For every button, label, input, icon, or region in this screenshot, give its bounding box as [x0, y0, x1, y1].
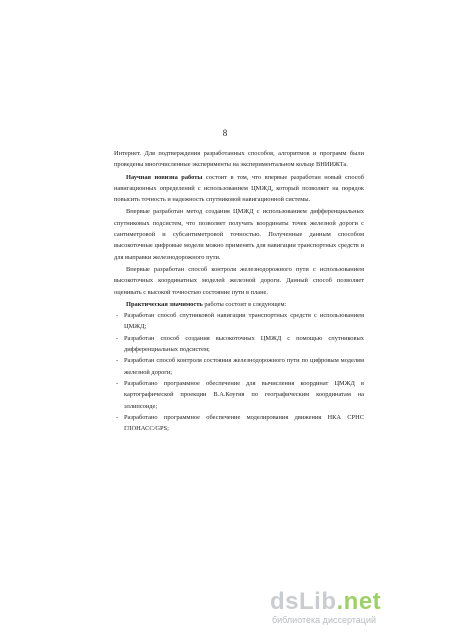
list-item: - Разработано программное обеспечение для вычисления координат ЦМЖД в картографической проекции В.А.Коугия по географическим координатам на эллипсоиде; — [116, 379, 364, 410]
paragraph-practical — [114, 299, 364, 310]
list-item: - Разработан способ спутниковой навигации транспортных средств с использованием ЦМЖД; — [116, 312, 364, 331]
practical-text: работы состоит в следующем: — [202, 300, 287, 308]
paragraph-method: Впервые разработан метод создания ЦМЖД с использованием дифференциальных спутниковых подсистем, что позволяет получать координаты точек железной дороги с сантиметровой и субсантиметровой точностью. Полученные данным способом высокоточные цифровые модели можно применять для навигации транспортных средств и для выправки железнодорожного пути. — [114, 208, 364, 261]
site-watermark[interactable] — [270, 588, 438, 628]
novelty-text: состоит в том, что впервые разработан новый способ навигационных определений с использованием ЦМЖД, который позволяет на порядок повысить точность и надежность спутниковой навигационной системы. — [114, 173, 364, 204]
novelty-heading: Научная новизна работы — [126, 173, 203, 181]
paragraph-novelty — [114, 172, 364, 206]
paragraph-control: Впервые разработан способ контроля железнодорожного пути с использованием высокоточных координатных моделей железной дороги. Данный способ позволяет оценивать с высокой точностью состояние пути в плане. — [114, 265, 364, 296]
list-item: - Разработано программное обеспечение моделирования движения НКА СРНС ГЛОНАСС/GPS; — [116, 413, 364, 433]
watermark-tagline: библиотека диссертаций — [272, 615, 377, 625]
bullet-marker: - — [116, 357, 119, 365]
practical-list — [114, 310, 364, 434]
paragraph-intro: Интернет. Для подтверждения разработанных способов, алгоритмов и программ были проведены многочисленные эксперименты на экспериментальном кольце ВНИИЖТа. — [114, 150, 364, 169]
list-item: - Разработан способ контроля состояния железнодорожного пути по цифровым моделям железной дороги; — [116, 357, 364, 376]
page-number: 8 — [222, 128, 228, 138]
watermark-logo: dsLib.net — [270, 588, 382, 615]
bullet-marker: - — [116, 413, 119, 421]
bullet-marker: - — [116, 312, 119, 320]
list-item: - Разработан способ создания высокоточных ЦМЖД с помощью спутниковых дифференциальных подсистем; — [116, 334, 364, 354]
document-body — [114, 148, 364, 434]
bullet-marker: - — [116, 379, 119, 387]
bullet-marker: - — [116, 334, 119, 342]
practical-heading: Практическая значимость — [126, 300, 203, 308]
